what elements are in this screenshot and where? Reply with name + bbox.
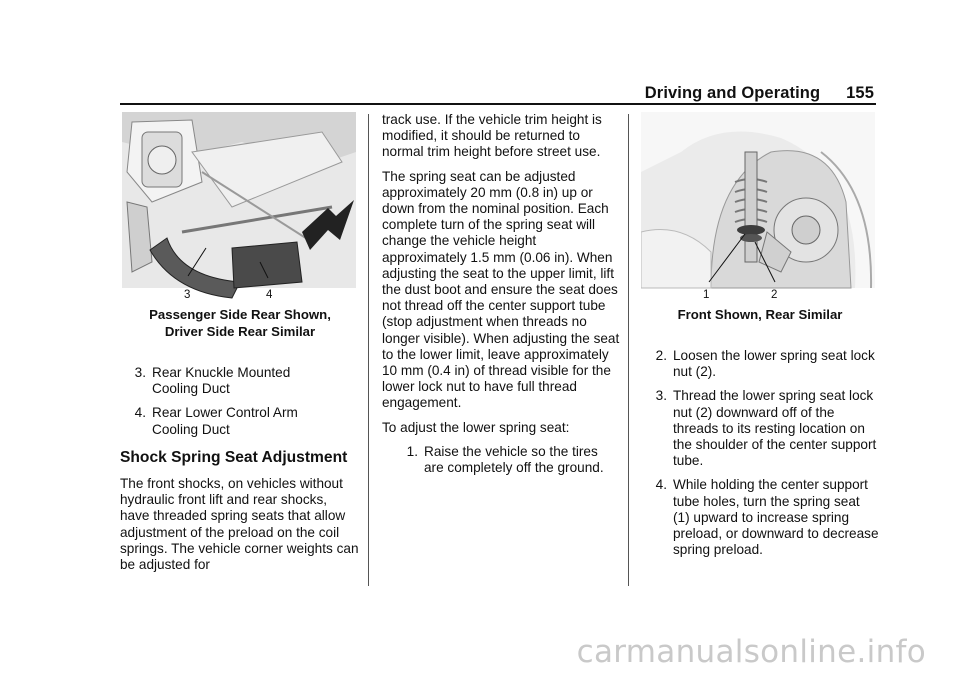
list-item [120, 365, 360, 397]
list-item-text-line-1: Rear Lower Control Arm [152, 405, 298, 421]
page-number: 155 [846, 84, 874, 102]
paragraph: The spring seat can be adjusted approximately 20 mm (0.8 in) up or down from the nominal position. Each complete turn of the spring seat will change the vehicle height approximately 1.5 mm (0.06 in). When adjusting the seat to the upper limit, lift the dust boot and ensure the seat does not thread off the center support tube (stop adjustment when threads no longer visible). When adjusting the seat to the lower limit, leave approximately 10 mm (0.4 in) of thread visible for the lower lock nut to have full thread engagement. [382, 168, 620, 411]
column-divider-left [368, 114, 369, 586]
list-item-text: Thread the lower spring seat lock nut (2) downward off of the threads to its resting location on the shoulder of the center support tube. [673, 388, 877, 469]
list-item-number: 3. [134, 365, 146, 380]
paragraph: track use. If the vehicle trim height is modified, it should be returned to normal trim height before street use. [382, 112, 602, 160]
list-item-text [152, 405, 360, 437]
list-item-text-line-2: Cooling Duct [152, 381, 230, 397]
column-divider-right [628, 114, 629, 586]
paragraph: The front shocks, on vehicles without hydraulic front lift and rear shocks, have threaded spring seats that allow adjustment of the preload on the coil springs. The vehicle corner weights can be adjusted for [120, 476, 359, 573]
section-title: Driving and Operating [644, 84, 821, 102]
list-item-number: 3. [655, 388, 667, 404]
front-shock-illustration [641, 112, 875, 302]
list-item-text: While holding the center support tube holes, turn the spring seat (1) upward to increase spring preload, or downward to decrease spring preload. [673, 477, 879, 558]
list-item [641, 388, 879, 469]
figure-caption-right: Front Shown, Rear Similar [677, 307, 843, 322]
middle-column [382, 112, 620, 484]
list-item [120, 405, 360, 437]
list-item-text-line-2: Cooling Duct [152, 421, 230, 437]
callout-4: 4 [266, 289, 273, 301]
section-heading: Shock Spring Seat Adjustment [120, 448, 348, 466]
list-item-number: 4. [134, 405, 146, 421]
rear-suspension-illustration [122, 112, 356, 302]
rear-cooling-duct-figure [122, 112, 356, 302]
front-shock-figure [641, 112, 875, 302]
caption-line-1: Passenger Side Rear Shown, [149, 307, 331, 322]
list-item-text: Loosen the lower spring seat lock nut (2). [673, 348, 875, 380]
callout-2: 2 [771, 289, 778, 301]
left-column [120, 306, 360, 581]
list-item-number: 4. [655, 477, 667, 493]
figure-caption-left [120, 306, 360, 340]
list-item-text [152, 365, 360, 397]
page-header [645, 84, 874, 103]
list-item-number: 2. [655, 348, 667, 363]
caption-line-2: Driver Side Rear Similar [164, 324, 316, 339]
callout-3: 3 [184, 289, 191, 301]
paragraph: To adjust the lower spring seat: [382, 419, 570, 435]
right-column [641, 306, 879, 566]
list-item-text-line-1: Rear Knuckle Mounted [152, 365, 291, 380]
watermark: carmanualsonline.info [576, 634, 926, 670]
list-item [641, 348, 879, 380]
list-item-text: Raise the vehicle so the tires are completely off the ground. [424, 443, 604, 476]
header-rule [120, 103, 876, 105]
callout-1: 1 [703, 289, 710, 301]
list-item [641, 477, 879, 558]
list-item-number: 1. [406, 443, 418, 459]
list-item [392, 444, 620, 476]
